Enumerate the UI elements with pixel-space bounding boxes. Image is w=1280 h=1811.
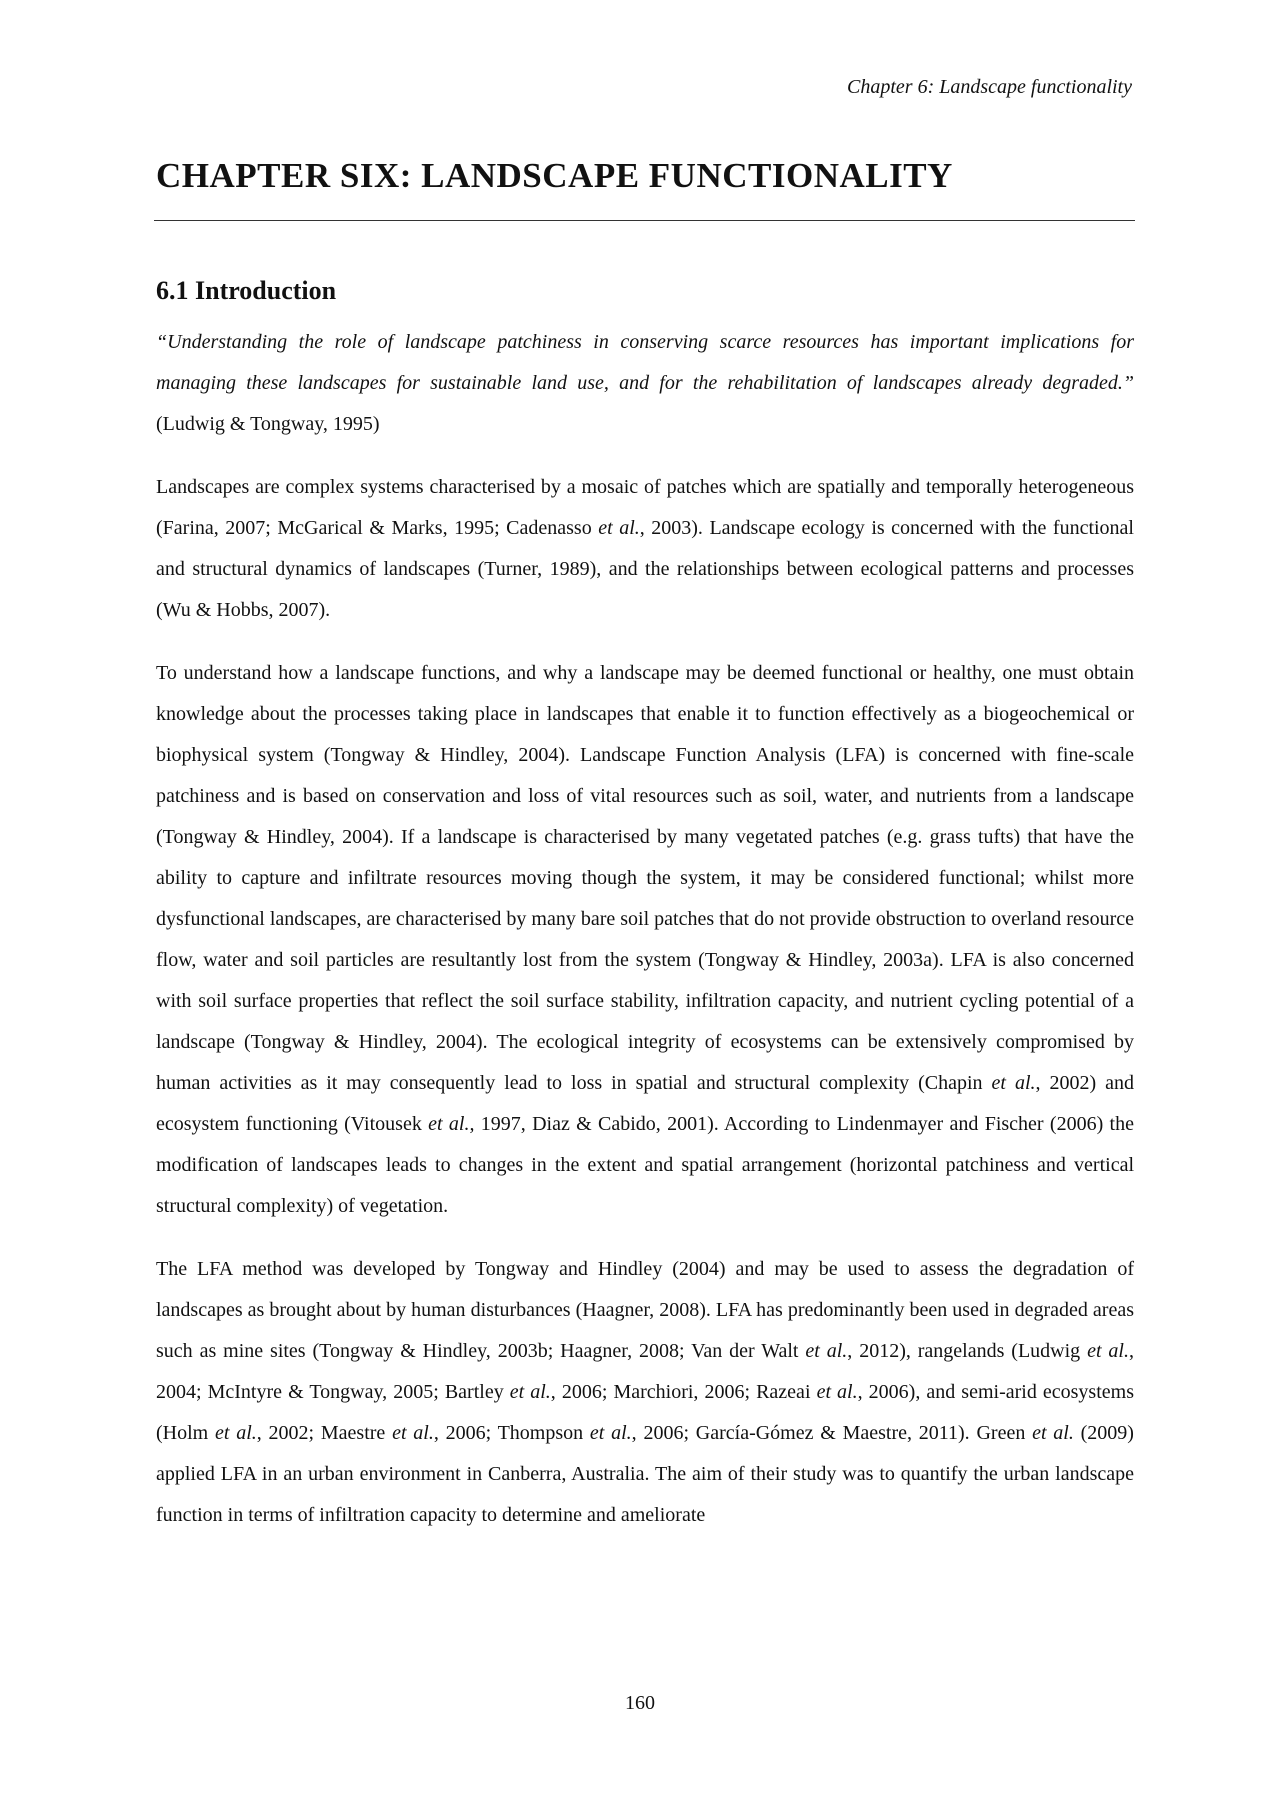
- quote-text: “Understanding the role of landscape patchiness in conserving scarce resources has important implications for managing these landscapes for sustainable land use, and for the rehabilitation of landscapes already degraded.”: [156, 331, 1134, 394]
- body-text: [156, 322, 1134, 1558]
- title-divider: [154, 220, 1135, 221]
- page-number: 160: [625, 1692, 655, 1714]
- chapter-title: CHAPTER SIX: LANDSCAPE FUNCTIONALITY: [156, 156, 953, 195]
- epigraph-quote: [156, 322, 1134, 445]
- running-header: Chapter 6: Landscape functionality: [847, 76, 1132, 98]
- paragraph-2: To understand how a landscape functions, and why a landscape may be deemed functional or healthy, one must obtain knowledge about the processes taking place in landscapes that enable it to function effectively as a biogeochemical or biophysical system (Tongway & Hindley, 2004). Landscape Function Analysis (LFA) is concerned with fine-scale patchiness and is based on conservation and loss of vital resources such as soil, water, and nutrients from a landscape (Tongway & Hindley, 2004). If a landscape is characterised by many vegetated patches (e.g. grass tufts) that have the ability to capture and infiltrate resources moving though the system, it may be considered functional; whilst more dysfunctional landscapes, are characterised by many bare soil patches that do not provide obstruction to overland resource flow, water and soil particles are resultantly lost from the system (Tongway & Hindley, 2003a). LFA is also concerned with soil surface properties that reflect the soil surface stability, infiltration capacity, and nutrient cycling potential of a landscape (Tongway & Hindley, 2004). The ecological integrity of ecosystems can be extensively compromised by human activities as it may consequently lead to loss in spatial and structural complexity (Chapin et al., 2002) and ecosystem functioning (Vitousek et al., 1997, Diaz & Cabido, 2001). According to Lindenmayer and Fischer (2006) the modification of landscapes leads to changes in the extent and spatial arrangement (horizontal patchiness and vertical structural complexity) of vegetation.: [156, 662, 1134, 1217]
- section-heading: 6.1 Introduction: [156, 276, 337, 305]
- paragraph-3: The LFA method was developed by Tongway and Hindley (2004) and may be used to assess the degradation of landscapes as brought about by human disturbances (Haagner, 2008). LFA has predominantly been used in degraded areas such as mine sites (Tongway & Hindley, 2003b; Haagner, 2008; Van der Walt et al., 2012), rangelands (Ludwig et al., 2004; McIntyre & Tongway, 2005; Bartley et al., 2006; Marchiori, 2006; Razeai et al., 2006), and semi-arid ecosystems (Holm et al., 2002; Maestre et al., 2006; Thompson et al., 2006; García-Gómez & Maestre, 2011). Green et al. (2009) applied LFA in an urban environment in Canberra, Australia. The aim of their study was to quantify the urban landscape function in terms of infiltration capacity to determine and ameliorate: [156, 1258, 1134, 1526]
- quote-citation: (Ludwig & Tongway, 1995): [156, 413, 380, 435]
- paragraph-1: Landscapes are complex systems characterised by a mosaic of patches which are spatially and temporally heterogeneous (Farina, 2007; McGarical & Marks, 1995; Cadenasso et al., 2003). Landscape ecology is concerned with the functional and structural dynamics of landscapes (Turner, 1989), and the relationships between ecological patterns and processes (Wu & Hobbs, 2007).: [156, 476, 1134, 621]
